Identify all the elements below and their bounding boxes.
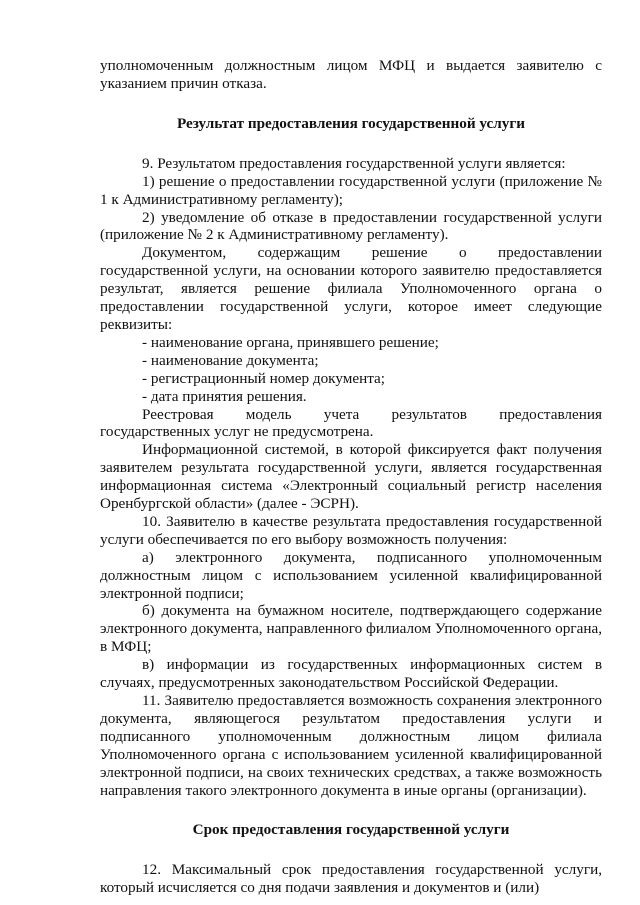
paragraph-12: 12. Максимальный срок предоставления государственной услуги, который исчисляется со дня подачи заявления и документов и (или)	[100, 861, 602, 897]
paragraph-9: 9. Результатом предоставления государственной услуги является:	[142, 154, 566, 172]
paragraph-9-item-1: 1) решение о предоставлении государственной услуги (приложение № 1 к Административному регламенту);	[100, 172, 602, 208]
section-heading-result: Результат предоставления государственной услуги	[176, 114, 526, 132]
requisite-3: - регистрационный номер документа;	[142, 369, 385, 387]
requisite-2: - наименование документа;	[142, 351, 319, 369]
paragraph-document: Документом, содержащим решение о предоставлении государственной услуги, на основании которого заявителю предоставляется результат, является решение филиала Уполномоченного органа о предоставлении государственной услуги, которое имеет следующие реквизиты:	[100, 244, 602, 333]
paragraph-9-item-2: 2) уведомление об отказе в предоставлении государственной услуги (приложение № 2 к Административному регламенту).	[100, 208, 602, 244]
paragraph-11: 11. Заявителю предоставляется возможность сохранения электронного документа, являющегося результатом предоставления услуги и подписанного уполномоченным должностным лицом филиала Уполномоченного органа с использованием усиленной квалифицированной электронной подписи, на своих технических средствах, а также возможность направления такого электронного документа в иные органы (организации).	[100, 692, 602, 799]
paragraph-10-c: в) информации из государственных информационных систем в случаях, предусмотренных законодательством Российской Федерации.	[100, 656, 602, 692]
section-heading-term: Срок предоставления государственной услуги	[192, 821, 510, 839]
requisite-4: - дата принятия решения.	[142, 387, 307, 405]
document-body	[100, 57, 602, 897]
paragraph-10: 10. Заявителю в качестве результата предоставления государственной услуги обеспечивается по его выбору возможность получения:	[100, 512, 602, 548]
paragraph-10-b: б) документа на бумажном носителе, подтверждающего содержание электронного документа, направленного филиалом Уполномоченного органа, в МФЦ;	[100, 602, 602, 656]
paragraph-10-a: а) электронного документа, подписанного уполномоченным должностным лицом с использованием усиленной квалифицированной электронной подписи;	[100, 548, 602, 602]
paragraph-registry: Реестровая модель учета результатов предоставления государственных услуг не предусмотрена.	[100, 405, 602, 441]
intro-paragraph: уполномоченным должностным лицом МФЦ и выдается заявителю с указанием причин отказа.	[100, 57, 602, 92]
requisite-1: - наименование органа, принявшего решение;	[142, 333, 439, 351]
paragraph-infosystem: Информационной системой, в которой фиксируется факт получения заявителем результата государственной услуги, является государственная информационная система «Электронный социальный регистр населения Оренбургской области» (далее - ЭСРН).	[100, 441, 602, 513]
